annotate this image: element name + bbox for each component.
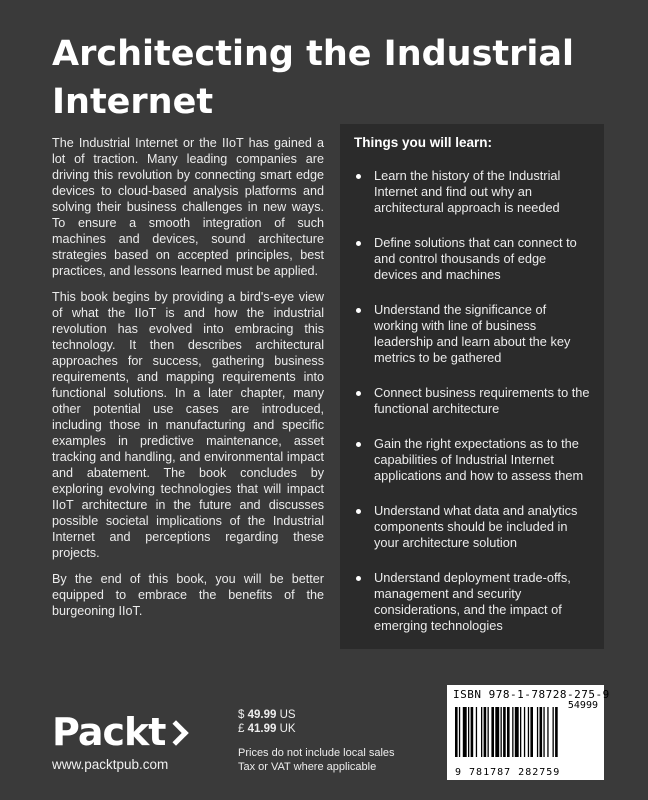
book-title: [52, 30, 612, 126]
learn-item: [354, 302, 590, 366]
learn-item: [354, 436, 590, 484]
learn-item: [354, 235, 590, 283]
barcode-bar: [553, 707, 554, 757]
ean-digits: 9 781787 282759: [455, 767, 561, 778]
publisher-url[interactable]: www.packtpub.com: [52, 757, 169, 772]
price-us: $ 49.99 US: [238, 709, 296, 721]
chevron-right-icon: [164, 720, 189, 745]
price-note-line-1: Prices do not include local sales: [238, 747, 395, 759]
barcode-bar: [468, 707, 469, 757]
price-block: [238, 708, 296, 736]
barcode-bar: [471, 707, 474, 757]
barcode-bar: [459, 707, 460, 757]
barcode-bar: [543, 707, 544, 757]
barcode-bar: [463, 707, 467, 757]
learn-item: [354, 168, 590, 216]
barcode-bar: [507, 707, 510, 757]
bullet-icon: [356, 308, 361, 313]
bullet-icon: [356, 576, 361, 581]
barcode-bar: [481, 707, 482, 757]
learn-item-text: Define solutions that can connect to and control thousands of edge devices and machines: [374, 235, 577, 282]
barcode-bar: [530, 707, 533, 757]
barcode-bar: [512, 707, 513, 757]
learn-item-text: Understand the significance of working with line of business leadership and learn about the key metrics to be gathered: [374, 302, 571, 365]
barcode-bar: [537, 707, 538, 757]
barcode-bar: [503, 707, 506, 757]
barcode-bar: [491, 707, 494, 757]
description-paragraph-1: The Industrial Internet or the IIoT has gained a lot of traction. Many leading companies are driving this revolution by connecting smart edge devices to cloud-based analysis platforms and solving their business challenges in new ways. To ensure a smooth integration of such machines and devices, sound architecture strategies based on accepted principles, best practices, and lessons learned must be applied.: [52, 136, 324, 278]
barcode-bar: [547, 707, 548, 757]
packt-logo: [52, 712, 185, 752]
barcode-bar: [555, 707, 558, 757]
bullet-icon: [356, 241, 361, 246]
barcode-bars: [455, 707, 595, 757]
learn-item: [354, 570, 590, 634]
barcode-bar: [495, 707, 499, 757]
packt-logo-text: Packt: [52, 710, 166, 754]
barcode-bar: [520, 707, 521, 757]
price-uk: £ 41.99 UK: [238, 723, 296, 735]
bullet-icon: [356, 174, 361, 179]
things-you-will-learn-panel: [340, 124, 604, 649]
barcode-bar: [524, 707, 525, 757]
learn-item-text: Connect business requirements to the functional architecture: [374, 385, 590, 416]
bullet-icon: [356, 442, 361, 447]
book-title-line-2: Internet: [52, 82, 214, 122]
learn-list: [354, 168, 590, 634]
bullet-icon: [356, 509, 361, 514]
book-description: [52, 135, 324, 629]
barcode-bar: [476, 707, 477, 757]
barcode-bar: [501, 707, 502, 757]
barcode-bar: [540, 707, 543, 757]
barcode-bar: [455, 707, 458, 757]
learn-item: [354, 385, 590, 417]
barcode-bar: [488, 707, 489, 757]
description-paragraph-3: By the end of this book, you will be better equipped to embrace the benefits of the burgeoning IIoT.: [52, 572, 324, 618]
barcode-bar: [528, 707, 529, 757]
isbn-label: ISBN 978-1-78728-275-9: [453, 688, 610, 701]
price-code: 54999: [567, 700, 598, 711]
learn-item-text: Learn the history of the Industrial Internet and find out why an architectural approach is needed: [374, 168, 561, 215]
barcode-bar: [484, 707, 487, 757]
price-note: [238, 746, 395, 774]
book-title-line-1: Architecting the Industrial: [52, 34, 575, 74]
bullet-icon: [356, 391, 361, 396]
isbn-barcode: [447, 685, 610, 780]
learn-item-text: Understand deployment trade-offs, management and security considerations, and the impact of emerging technologies: [374, 570, 571, 633]
barcode-bar: [515, 707, 519, 757]
learn-item: [354, 503, 590, 551]
learn-item-text: Gain the right expectations as to the capabilities of Industrial Internet applications and how to assess them: [374, 436, 584, 483]
price-note-line-2: Tax or VAT where applicable: [238, 761, 377, 773]
learn-item-text: Understand what data and analytics components should be included in your architecture solution: [374, 503, 578, 550]
learn-heading: Things you will learn:: [354, 135, 493, 150]
description-paragraph-2: This book begins by providing a bird's-eye view of what the IIoT is and how the industrial revolution has evolved into embracing this technology. It then describes architectural approaches for success, gathering business requirements, and mapping requirements into functional solutions. In a later chapter, many other potential use cases are introduced, including those in manufacturing and specific examples in predictive maintenance, asset tracking and handling, and environmental impact and abatement. The book concludes by exploring evolving technologies that will impact IIoT architecture in the future and discusses possible societal implications of the Industrial Internet and perceptions regarding these projects.: [52, 290, 324, 560]
